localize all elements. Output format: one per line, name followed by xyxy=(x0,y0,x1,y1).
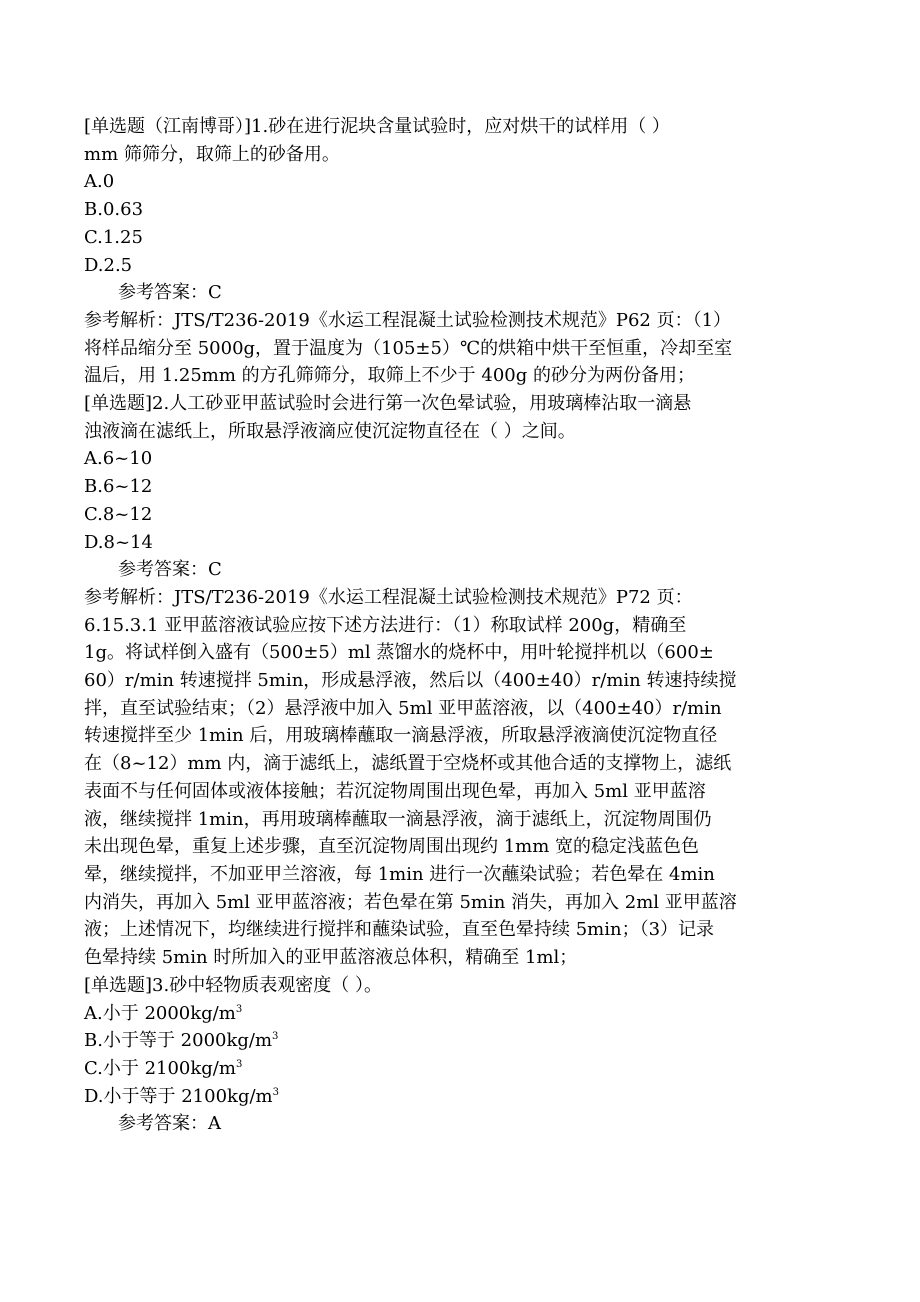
question-stem: [单选题]2.人工砂亚甲蓝试验时会进行第一次色晕试验，用玻璃棒沾取一滴悬 xyxy=(84,393,692,415)
option-b: B.6~12 xyxy=(84,476,153,498)
document-body xyxy=(84,113,844,1138)
option-text: B.小于等于 2000kg/m xyxy=(84,1030,273,1052)
superscript: 3 xyxy=(235,1003,243,1015)
analysis-line: 液，继续搅拌 1min，再用玻璃棒蘸取一滴悬浮液，滴于滤纸上，沉淀物周围仍 xyxy=(84,808,712,830)
question-stem: mm 筛筛分，取筛上的砂备用。 xyxy=(84,143,340,165)
analysis-line: 表面不与任何固体或液体接触；若沉淀物周围出现色晕，再加入 5ml 亚甲蓝溶 xyxy=(84,780,706,802)
reference-answer: 参考答案：C xyxy=(118,282,222,304)
analysis-line: 液；上述情况下，均继续进行搅拌和蘸染试验，直至色晕持续 5min；（3）记录 xyxy=(84,919,715,941)
analysis-line: 1g。将试样倒入盛有（500±5）ml 蒸馏水的烧杯中，用叶轮搅拌机以（600± xyxy=(84,642,714,664)
superscript: 3 xyxy=(235,1058,243,1070)
option-b xyxy=(84,1027,844,1055)
option-text: C.小于 2100kg/m xyxy=(84,1057,236,1079)
analysis-line: 参考解析：JTS/T236-2019《水运工程混凝土试验检测技术规范》P62 页：（1） xyxy=(84,309,732,331)
question-stem: [单选题（江南博哥）]1.砂在进行泥块含量试验时，应对烘干的试样用（ ） xyxy=(84,116,670,137)
reference-answer: 参考答案：A xyxy=(118,1113,221,1135)
reference-answer: 参考答案：C xyxy=(118,559,222,581)
question-3 xyxy=(84,972,844,1138)
option-c xyxy=(84,1055,844,1083)
analysis-line: 色晕持续 5min 时所加入的亚甲蓝溶液总体积，精确至 1ml； xyxy=(84,947,578,969)
option-d: D.2.5 xyxy=(84,254,133,276)
analysis-line: 参考解析：JTS/T236-2019《水运工程混凝土试验检测技术规范》P72 页： xyxy=(84,586,693,608)
question-stem: 浊液滴在滤纸上，所取悬浮液滴应使沉淀物直径在（ ）之间。 xyxy=(84,420,576,442)
analysis-line: 60）r/min 转速搅拌 5min，形成悬浮液，然后以（400±40）r/min 转速持续搅 xyxy=(84,670,737,692)
analysis-line: 拌，直至试验结束；（2）悬浮液中加入 5ml 亚甲蓝溶液，以（400±40）r/min xyxy=(84,697,722,719)
question-stem: [单选题]3.砂中轻物质表观密度（ ）。 xyxy=(84,974,382,996)
analysis-line: 6.15.3.1 亚甲蓝溶液试验应按下述方法进行：（1）称取试样 200g，精确至 xyxy=(84,614,687,636)
option-text: A.小于 2000kg/m xyxy=(84,1002,236,1024)
question-2 xyxy=(84,390,844,972)
superscript: 3 xyxy=(272,1086,279,1098)
analysis-line: 晕，继续搅拌，不加亚甲兰溶液，每 1min 进行一次蘸染试验；若色晕在 4min xyxy=(84,863,715,885)
option-c: C.1.25 xyxy=(84,226,143,248)
analysis-line: 内消失，再加入 5ml 亚甲蓝溶液；若色晕在第 5min 消失，再加入 2ml 亚甲蓝溶 xyxy=(84,891,737,913)
analysis-line: 未出现色晕，重复上述步骤，直至沉淀物周围出现约 1mm 宽的稳定浅蓝色色 xyxy=(84,836,700,858)
option-a: A.6~10 xyxy=(84,448,153,470)
analysis-line: 将样品缩分至 5000g，置于温度为（105±5）℃的烘箱中烘干至恒重，冷却至室 xyxy=(84,337,733,359)
analysis-line: 转速搅拌至少 1min 后，用玻璃棒蘸取一滴悬浮液，所取悬浮液滴使沉淀物直径 xyxy=(84,725,718,747)
option-b: B.0.63 xyxy=(84,199,144,221)
option-d xyxy=(84,1083,844,1111)
question-1 xyxy=(84,113,844,390)
option-c: C.8~12 xyxy=(84,503,153,525)
analysis-line: 在（8~12）mm 内，滴于滤纸上，滤纸置于空烧杯或其他合适的支撑物上，滤纸 xyxy=(84,753,732,775)
option-a xyxy=(84,1000,844,1028)
superscript: 3 xyxy=(272,1031,279,1043)
option-d: D.8~14 xyxy=(84,531,153,553)
analysis-line: 温后，用 1.25mm 的方孔筛筛分，取筛上不少于 400g 的砂分为两份备用； xyxy=(84,365,695,387)
option-a: A.0 xyxy=(84,171,115,193)
option-text: D.小于等于 2100kg/m xyxy=(84,1085,273,1107)
